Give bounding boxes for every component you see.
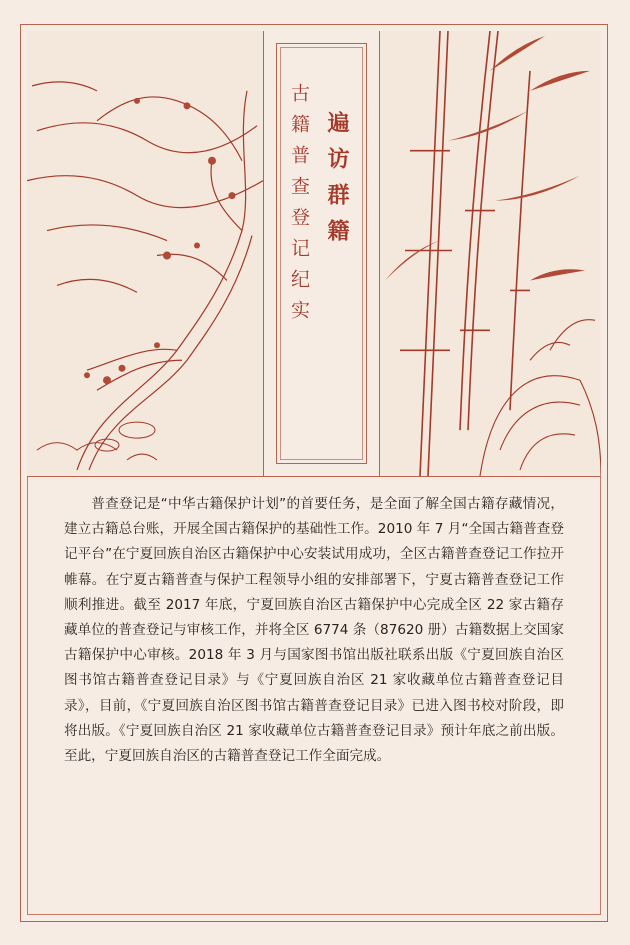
main-title: 遍访群籍 xyxy=(324,111,350,255)
tree-illustration xyxy=(27,31,263,476)
bamboo-illustration xyxy=(380,31,601,476)
article-paragraph: 普查登记是“中华古籍保护计划”的首要任务，是全面了解全国古籍存藏情况，建立古籍总台账，开展全国古籍保护的基础性工作。2010 年 7 月“全国古籍普查登记平台”在宁夏回族自治区古籍保护中心安装试用成功，全区古籍普查登记工作拉开帷幕。在宁夏古籍普查与保护工程领导小组的安排部署下，宁夏古籍普查登记工作顺利推进。截至 2017 年底，宁夏回族自治区古籍保护中心完成全区 22 家古籍存藏单位的普查登记与审核工作，并将全区 6774 条（87620 册）古籍数据上交国家古籍保护中心审核。2018 年 3 月与国家图书馆出版社联系出版《宁夏回族自治区图书馆古籍普查登记目录》与《宁夏回族自治区 21 家收藏单位古籍普查登记目录》，目前，《宁夏回族自治区图书馆古籍普查登记目录》已进入图书校对阶段，即将出版。《宁夏回族自治区 21 家收藏单位古籍普查登记目录》预计年底之前出版。至此，宁夏回族自治区的古籍普查登记工作全面完成。 xyxy=(64,496,564,765)
header-panel xyxy=(27,31,601,477)
subtitle: 古籍普查登记纪实 xyxy=(288,83,310,331)
title-cartouche xyxy=(263,31,380,476)
